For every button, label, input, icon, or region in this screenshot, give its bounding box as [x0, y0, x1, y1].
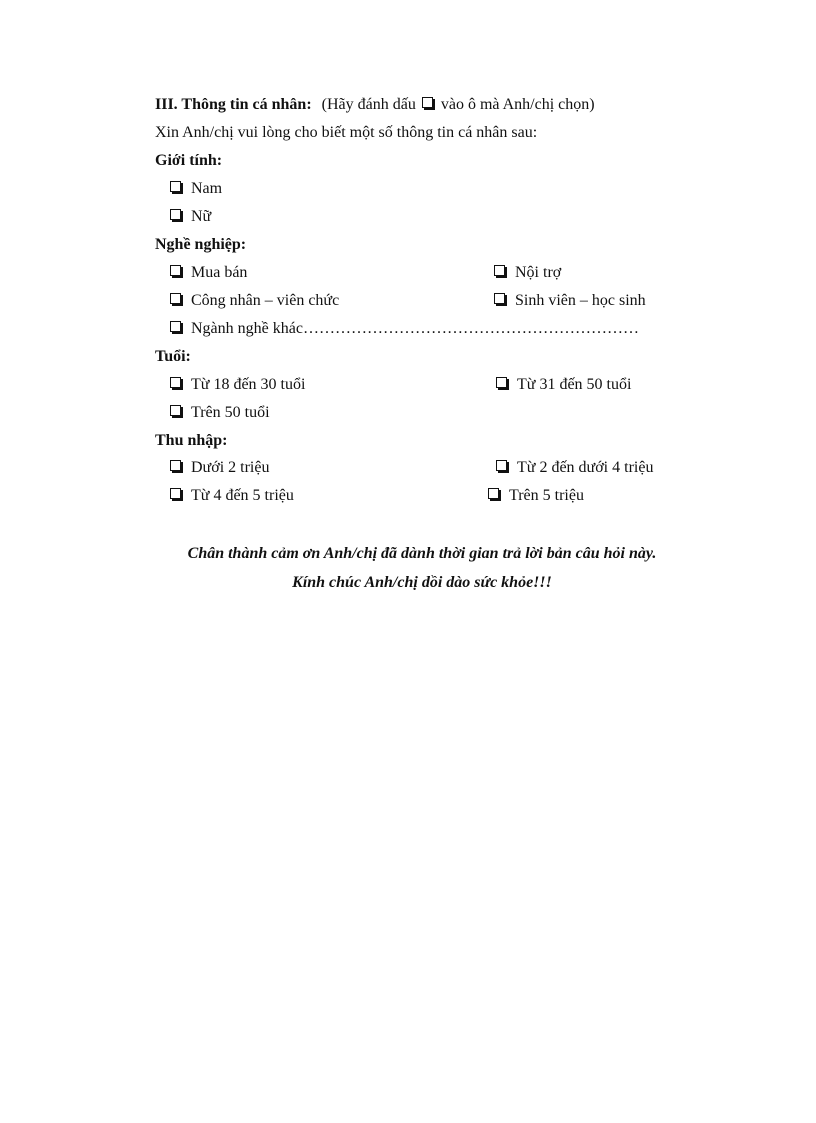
checkbox-icon[interactable] [494, 265, 505, 276]
option-label: Dưới 2 triệu [191, 459, 270, 476]
occupation-option-worker[interactable] [170, 291, 339, 311]
checkbox-icon[interactable] [496, 460, 507, 471]
occupation-option-housework[interactable] [494, 263, 561, 283]
option-label: Mua bán [191, 264, 248, 281]
instruction-after: vào ô mà Anh/chị chọn) [440, 96, 595, 113]
checkbox-icon[interactable] [488, 488, 499, 499]
option-label: Từ 4 đến 5 triệu [191, 487, 294, 504]
option-label: Trên 5 triệu [509, 487, 584, 504]
option-label: Từ 2 đến dưới 4 triệu [517, 459, 654, 476]
gender-option-male[interactable] [170, 179, 222, 199]
option-label: Nam [191, 180, 223, 197]
intro-text: Xin Anh/chị vui lòng cho biết một số thông tin cá nhân sau: [155, 124, 538, 141]
checkbox-icon[interactable] [170, 460, 181, 471]
occupation-option-trade[interactable] [170, 263, 247, 283]
age-option-18-30[interactable] [170, 375, 305, 395]
section-heading: III. Thông tin cá nhân: [155, 96, 312, 113]
checkbox-icon[interactable] [170, 321, 181, 332]
option-label: Từ 18 đến 30 tuổi [191, 376, 306, 393]
checkbox-icon[interactable] [496, 377, 507, 388]
occupation-option-student[interactable] [494, 291, 646, 311]
checkbox-icon[interactable] [494, 293, 505, 304]
gender-option-female[interactable] [170, 207, 211, 227]
option-label: Nữ [191, 208, 212, 225]
option-label: Nội trợ [515, 264, 562, 281]
income-label: Thu nhập: [155, 432, 228, 449]
option-label: Công nhân – viên chức [191, 292, 340, 309]
option-label: Ngành nghề khác……………………………………………………… [191, 320, 639, 337]
age-label: Tuổi: [155, 348, 191, 365]
gender-label: Giới tính: [155, 152, 223, 169]
option-label: Từ 31 đến 50 tuổi [517, 376, 632, 393]
occupation-label: Nghề nghiệp: [155, 236, 247, 253]
income-option-over-5[interactable] [488, 486, 584, 506]
income-option-under-2[interactable] [170, 458, 269, 478]
checkbox-icon[interactable] [170, 181, 181, 192]
checkbox-icon[interactable] [170, 488, 181, 499]
option-label: Trên 50 tuổi [191, 404, 270, 421]
closing-wishes: Kính chúc Anh/chị dồi dào sức khỏe!!! [292, 574, 552, 591]
occupation-option-other[interactable] [170, 319, 639, 339]
checkbox-icon[interactable] [170, 377, 181, 388]
checkbox-icon[interactable] [170, 209, 181, 220]
checkbox-icon[interactable] [170, 265, 181, 276]
section-heading-line [155, 95, 595, 115]
checkbox-icon[interactable] [170, 405, 181, 416]
checkbox-icon [422, 97, 433, 108]
income-option-4-5[interactable] [170, 486, 294, 506]
income-option-2-4[interactable] [496, 458, 653, 478]
age-option-over-50[interactable] [170, 403, 270, 423]
checkbox-icon[interactable] [170, 293, 181, 304]
age-option-31-50[interactable] [496, 375, 631, 395]
instruction-before: (Hãy đánh dấu [321, 96, 416, 113]
closing-thanks: Chân thành cảm ơn Anh/chị đã dành thời gian trả lời bản câu hỏi này. [187, 545, 657, 562]
option-label: Sinh viên – học sinh [515, 292, 646, 309]
